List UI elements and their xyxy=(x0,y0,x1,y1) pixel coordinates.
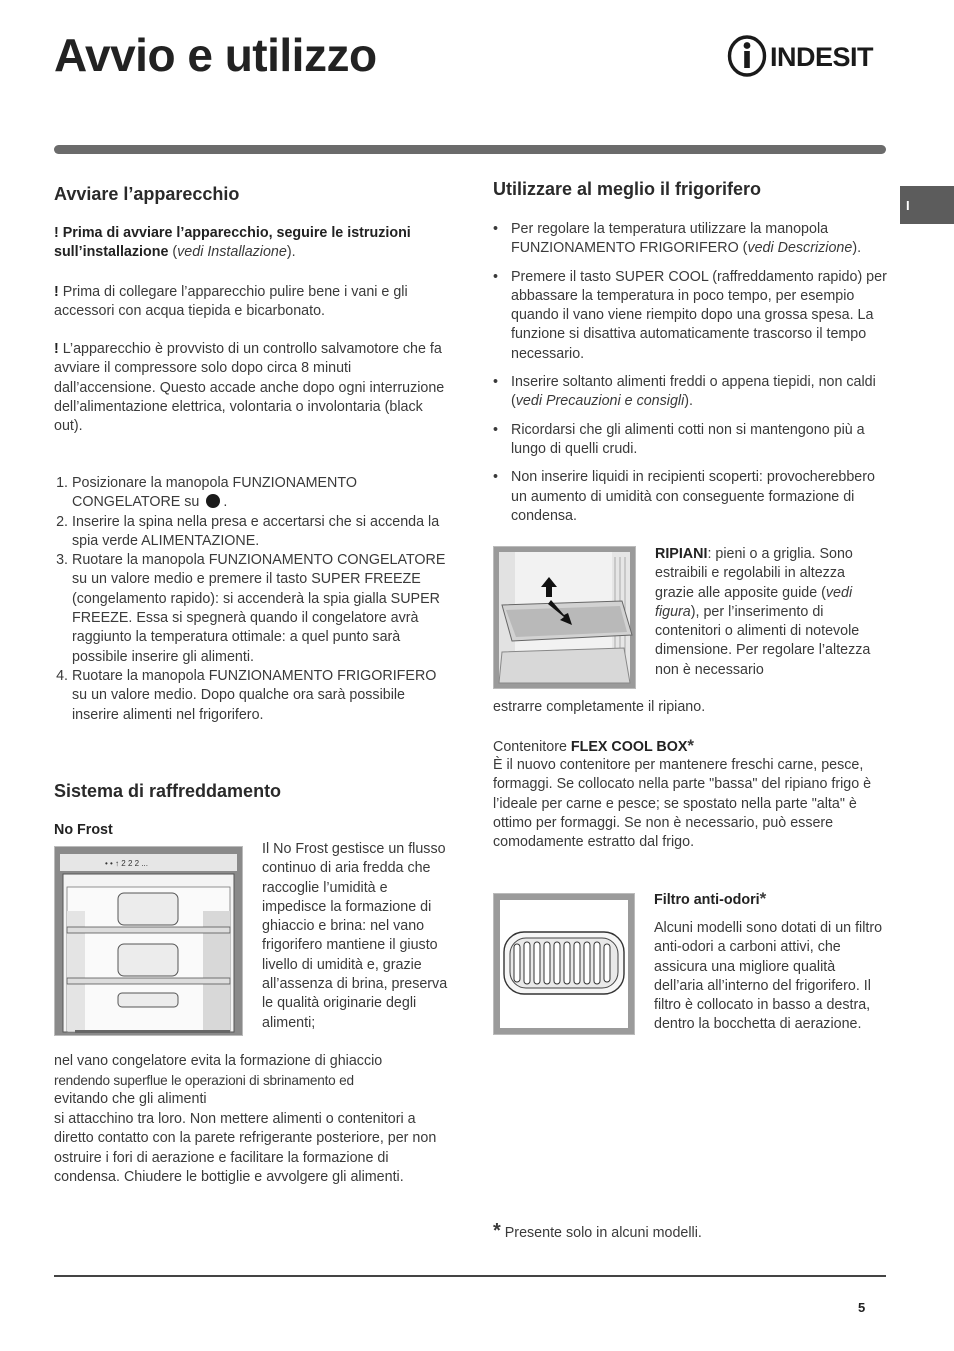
flex-cool-box-text: È il nuovo contenitore per mantenere freschi carne, pesce, formaggi. Se collocato nella parte "bassa" del ripiano frigo è l’ideale per carne e pesce; se spostato nella parte "alta" è ottimo per formaggi. Se non è necessario, può essere comodamente estratto dal frigo. xyxy=(493,757,872,851)
nofrost-line-3: evitando che gli alimenti xyxy=(54,1091,207,1107)
list-item: • Non inserire liquidi in recipienti scoperti: provocherebbero un aumento di umidità con conseguente formazione di condensa. xyxy=(493,468,888,526)
page-number: 5 xyxy=(858,1300,866,1315)
brand-wordmark: INDESIT xyxy=(770,42,874,72)
nofrost-side-text: Il No Frost gestisce un flusso continuo di aria fredda che raccoglie l’umidità e impedisce la formazione di ghiaccio e brina: nel vano frigorifero mantiene il giusto livello di umidità e, grazie all’assenza di brina, preserva le qualità originarie degli alimenti; xyxy=(262,841,448,1031)
nofrost-rest-text: si attacchino tra loro. Non mettere alimenti o contenitori a diretto contatto con la parete refrigerante posteriore, per non ostruire i fori di aerazione e facilitare la formazione di condensa. Chiudere le bottiglie e avvolgere gli alimenti. xyxy=(54,1111,437,1185)
shelves-description-tail: estrarre completamente il ripiano. xyxy=(493,699,706,715)
footnote: * Presente solo in alcuni modelli. xyxy=(493,1220,702,1242)
step-item: 1. Posizionare la manopola FUNZIONAMENTO CONGELATORE su . xyxy=(72,474,446,513)
asterisk-mark: * xyxy=(493,1220,501,1242)
footer-rule xyxy=(54,1275,886,1277)
usage-tips-list xyxy=(493,220,888,535)
list-item: • Ricordarsi che gli alimenti cotti non si mantengono più a lungo di quelli crudi. xyxy=(493,421,888,460)
nofrost-line-1: nel vano congelatore evita la formazione di ghiaccio xyxy=(54,1053,383,1069)
shelves-description: RIPIANI: pieni o a griglia. Sono estraibili e regolabili in altezza grazie alle apposite guide (vedi figura), per l’inserimento di contenitori o alimenti di notevole dimensione. Per regolare l’altezza non è necessario xyxy=(655,546,871,678)
nofrost-title: No Frost xyxy=(54,822,113,838)
asterisk-mark: * xyxy=(759,889,767,908)
control-panel-markings: • • ↑ 2 2 2 ... xyxy=(105,859,148,868)
warning-cleaning: ! Prima di collegare l’apparecchio pulire bene i vani e gli accessori con acqua tiepida e bicarbonato. xyxy=(54,284,408,320)
header-rule xyxy=(54,145,886,154)
indesit-logo xyxy=(726,34,888,78)
nofrost-line-2: rendendo superflue le operazioni di sbrinamento ed xyxy=(54,1073,354,1088)
list-item: • Premere il tasto SUPER COOL (raffreddamento rapido) per abbassare la temperatura in poco tempo, per esempio quando il vano viene riempito dopo una grossa spesa. La funzione si disattiva automaticamente trascorso il tempo necessario. xyxy=(493,268,888,364)
section-title-usage: Utilizzare al meglio il frigorifero xyxy=(493,179,762,199)
filter-figure xyxy=(493,893,635,1035)
page-title: Avvio e utilizzo xyxy=(54,29,377,81)
list-item: • Per regolare la temperatura utilizzare la manopola FUNZIONAMENTO FRIGORIFERO (vedi Descrizione). xyxy=(493,220,888,259)
shelf-figure xyxy=(493,546,636,689)
filter-text: Alcuni modelli sono dotati di un filtro anti-odori a carboni attivi, che assicura una migliore qualità dell’aria all’interno del frigorifero. Il filtro è collocato in basso a destra, dentro la bocchetta di aerazione. xyxy=(654,920,883,1033)
warning-installation: ! Prima di avviare l’apparecchio, seguire le istruzioni sull’installazione (vedi Installazione). xyxy=(54,225,411,261)
section-title-cooling: Sistema di raffreddamento xyxy=(54,781,282,801)
language-tab: I xyxy=(900,186,954,224)
filter-title: Filtro anti-odori* xyxy=(654,889,767,908)
warning-motor-protection: ! L’apparecchio è provvisto di un controllo salvamotore che fa avviare il compressore solo dopo circa 8 minuti dall’accensione. Questo accade anche dopo ogni interruzione dell’alimentazione elettrica, volontaria o involontaria (black out). xyxy=(54,341,445,435)
asterisk-mark: * xyxy=(687,736,695,755)
step-item: 3. Ruotare la manopola FUNZIONAMENTO CONGELATORE su un valore medio e premere il tasto SUPER FREEZE (congelamento rapido): si accenderà la spia gialla SUPER FREEZE. Essa si spegnerà quando il congelatore avrà raggiunto la temperatura ottimale: a quel punto sarà possibile inserire gli alimenti. xyxy=(72,551,446,667)
section-title-start: Avviare l’apparecchio xyxy=(54,184,240,204)
nofrost-figure xyxy=(54,846,243,1036)
startup-steps xyxy=(54,474,446,725)
step-item: 2. Inserire la spina nella presa e accertarsi che si accenda la spia verde ALIMENTAZIONE. xyxy=(72,513,446,552)
list-item: • Inserire soltanto alimenti freddi o appena tiepidi, non caldi (vedi Precauzioni e consigli). xyxy=(493,373,888,412)
dot-symbol-icon xyxy=(206,494,220,508)
step-item: 4. Ruotare la manopola FUNZIONAMENTO FRIGORIFERO su un valore medio. Dopo qualche ora sarà possibile inserire alimenti nel frigorifero. xyxy=(72,667,446,725)
flex-cool-box-label: Contenitore FLEX COOL BOX* xyxy=(493,736,695,755)
